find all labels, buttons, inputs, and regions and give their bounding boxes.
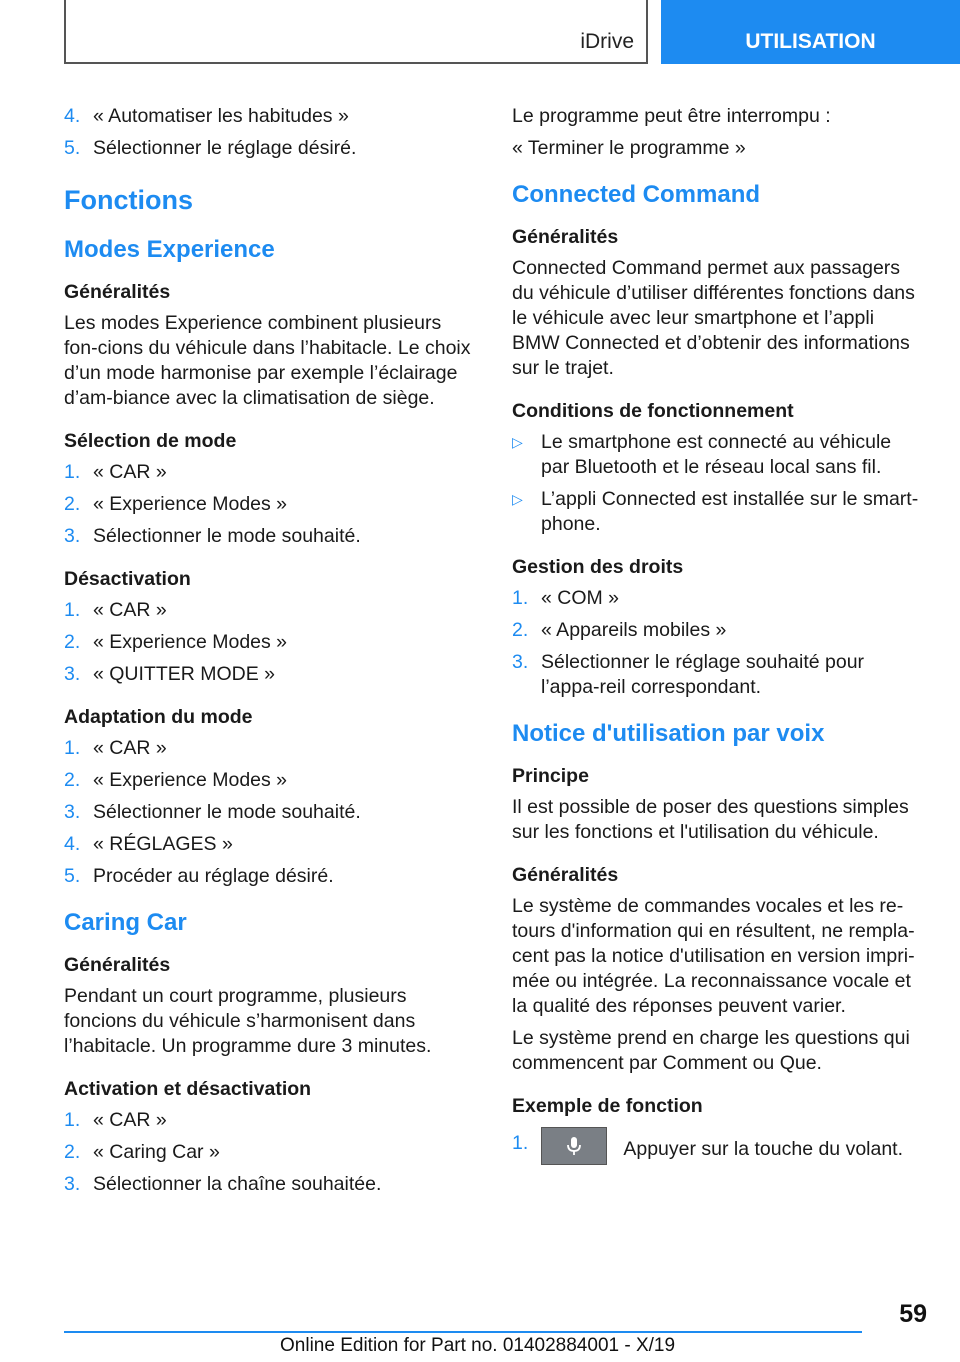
step-text: « Experience Modes » <box>93 769 288 791</box>
step-number: 5. <box>64 865 81 887</box>
step-number: 2. <box>64 631 81 653</box>
list-item <box>64 864 480 889</box>
list-item <box>64 598 480 623</box>
list-item <box>64 736 480 761</box>
subheading-adaptation: Adaptation du mode <box>64 706 253 728</box>
paragraph: Connected Command permet aux passagers du véhicule d’utiliser différentes fonctions dans le véhicule avec leur smartphone et l’appli BMW Connected et d’obtenir des informations sur le trajet. <box>512 257 915 379</box>
subheading-principe: Principe <box>512 765 589 787</box>
step-number: 4. <box>64 833 81 855</box>
item-text: Le smartphone est connecté au véhicule par Bluetooth et le réseau local sans fil. <box>541 431 892 478</box>
paragraph: Les modes Experience combinent plusieurs fon-cions du véhicule dans l’habitacle. Le choix d’un mode harmonise par exemple l’éclairage d’am-biance avec la climatisation de siège. <box>64 312 471 409</box>
list-item <box>64 524 480 549</box>
list-item <box>64 136 480 161</box>
step-text: « Caring Car » <box>93 1141 220 1163</box>
step-number: 2. <box>64 769 81 791</box>
list-item <box>64 1172 480 1197</box>
left-column <box>64 104 480 1204</box>
subheading-generalites: Généralités <box>512 226 619 248</box>
step-number: 3. <box>64 525 81 547</box>
step-number: 5. <box>64 137 81 159</box>
step-text: Procéder au réglage désiré. <box>93 865 334 887</box>
step-number: 1. <box>512 587 529 609</box>
paragraph: Pendant un court programme, plusieurs foncions du véhicule s’harmonisent dans l’habitacle. Un programme dure 3 minutes. <box>64 985 432 1057</box>
activation-steps <box>64 1108 480 1197</box>
step-text: « QUITTER MODE » <box>93 663 276 685</box>
selection-steps <box>64 460 480 549</box>
list-item <box>64 1140 480 1165</box>
footer-divider <box>64 1331 862 1333</box>
subheading-droits: Gestion des droits <box>512 556 684 578</box>
step-text: « CAR » <box>93 737 167 759</box>
step-number: 2. <box>64 493 81 515</box>
step-text: « Experience Modes » <box>93 493 288 515</box>
footer-edition-text: Online Edition for Part no. 01402884001 - X/19 <box>280 1335 676 1356</box>
step-number: 2. <box>512 619 529 641</box>
list-item <box>512 618 924 643</box>
step-text: Appuyer sur la touche du volant. <box>623 1138 904 1161</box>
triangle-bullet-icon: ▷ <box>512 434 523 450</box>
list-item <box>512 650 924 700</box>
subheading-activation: Activation et désactivation <box>64 1078 312 1100</box>
header-chapter-tab: UTILISATION <box>661 0 960 64</box>
step-text: Sélectionner le réglage souhaité pour l’appa-reil correspondant. <box>541 651 865 698</box>
exemple-steps <box>512 1131 924 1169</box>
list-item <box>64 832 480 857</box>
step-number: 3. <box>64 663 81 685</box>
droits-steps <box>512 586 924 700</box>
step-text: « Automatiser les habitudes » <box>93 105 349 127</box>
step-number: 3. <box>512 651 529 673</box>
list-item <box>512 1131 924 1169</box>
microphone-button-icon <box>541 1127 607 1165</box>
paragraph: Le programme peut être interrompu : <box>512 105 831 127</box>
list-item <box>64 662 480 687</box>
step-text: « Experience Modes » <box>93 631 288 653</box>
step-text: Sélectionner la chaîne souhaitée. <box>93 1173 382 1195</box>
step-text: Sélectionner le réglage désiré. <box>93 137 357 159</box>
subheading-generalites: Généralités <box>512 864 619 886</box>
conditions-list <box>512 430 924 537</box>
heading-notice-voix: Notice d'utilisation par voix <box>512 720 825 747</box>
paragraph: Le système prend en charge les questions qui commencent par Comment ou Que. <box>512 1027 910 1074</box>
right-column <box>512 104 924 1176</box>
list-item <box>64 768 480 793</box>
step-text: « CAR » <box>93 599 167 621</box>
triangle-bullet-icon: ▷ <box>512 491 523 507</box>
subheading-conditions: Conditions de fonctionnement <box>512 400 794 422</box>
desactivation-steps <box>64 598 480 687</box>
step-text: Sélectionner le mode souhaité. <box>93 801 361 823</box>
heading-connected-command: Connected Command <box>512 181 761 208</box>
list-item <box>64 1108 480 1133</box>
microphone-icon <box>565 1136 583 1156</box>
step-number: 1. <box>64 1109 81 1131</box>
step-number: 3. <box>64 801 81 823</box>
list-item <box>512 430 924 480</box>
item-text: L’appli Connected est installée sur le smart-phone. <box>541 488 919 535</box>
subheading-desactivation: Désactivation <box>64 568 191 590</box>
list-item <box>64 630 480 655</box>
list-item <box>64 800 480 825</box>
header-section-label: iDrive <box>580 30 634 53</box>
heading-fonctions: Fonctions <box>64 185 193 215</box>
step-number: 3. <box>64 1173 81 1195</box>
subheading-exemple: Exemple de fonction <box>512 1095 703 1117</box>
list-item <box>64 104 480 129</box>
list-item <box>64 460 480 485</box>
header-frame <box>64 0 648 64</box>
list-item <box>512 487 924 537</box>
heading-modes-experience: Modes Experience <box>64 236 275 263</box>
step-number: 4. <box>64 105 81 127</box>
step-text: « CAR » <box>93 461 167 483</box>
intro-steps <box>64 104 480 161</box>
subheading-generalites: Généralités <box>64 281 171 303</box>
step-number: 2. <box>64 1141 81 1163</box>
step-number: 1. <box>64 461 81 483</box>
step-number: 1. <box>64 599 81 621</box>
step-text: « CAR » <box>93 1109 167 1131</box>
list-item <box>64 492 480 517</box>
paragraph: Le système de commandes vocales et les re-tours d'information qui en résultent, ne rempla-cent pas la notice d'utilisation en version impri-mée ou intégrée. La reconnaissance vocale et la qualité des réponses peuvent varier. <box>512 895 915 1017</box>
heading-caring-car: Caring Car <box>64 909 187 936</box>
subheading-selection: Sélection de mode <box>64 430 237 452</box>
step-text: « Appareils mobiles » <box>541 619 727 641</box>
adaptation-steps <box>64 736 480 889</box>
step-text: « RÉGLAGES » <box>93 833 233 855</box>
step-number: 1. <box>64 737 81 759</box>
subheading-generalites: Généralités <box>64 954 171 976</box>
step-number: 1. <box>512 1132 529 1154</box>
paragraph: Il est possible de poser des questions simples sur les fonctions et l'utilisation du véhicule. <box>512 796 909 843</box>
step-text: « COM » <box>541 587 620 609</box>
paragraph: « Terminer le programme » <box>512 137 746 159</box>
step-text: Sélectionner le mode souhaité. <box>93 525 361 547</box>
page-number: 59 <box>899 1300 927 1328</box>
list-item <box>512 586 924 611</box>
